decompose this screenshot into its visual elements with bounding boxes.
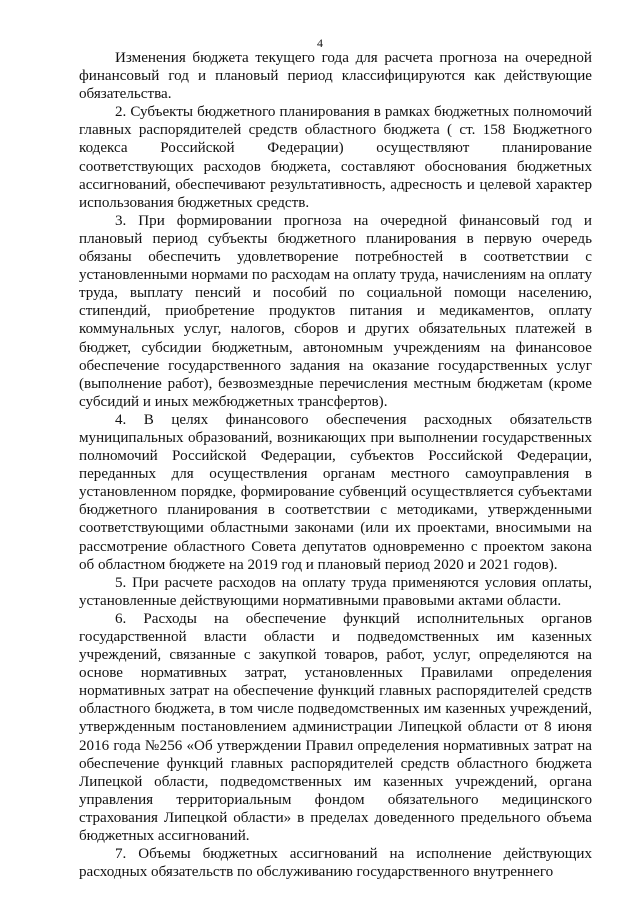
- paragraph-7: 7. Объемы бюджетных ассигнований на исполнение действующих расходных обязательств по обслуживанию государственного внутреннего: [79, 846, 592, 881]
- paragraph-5: 5. При расчете расходов на оплату труда применяются условия оплаты, установленные действующими нормативными правовыми актами области.: [79, 574, 592, 609]
- paragraph-2: 2. Субъекты бюджетного планирования в рамках бюджетных полномочий главных распорядителей средств областного бюджета ( ст. 158 Бюджетного кодекса Российской Федерации) осуществляют планирование соответствующих расходов бюджета, составляют обоснования бюджетных ассигнований, обеспечивают результативность, адресность и целевой характер использования бюджетных средств.: [79, 104, 592, 211]
- page-number: 4: [317, 36, 323, 50]
- document-body: [79, 49, 592, 881]
- paragraph-intro: Изменения бюджета текущего года для расчета прогноза на очередной финансовый год и плановый период классифицируются как действующие обязательства.: [79, 50, 592, 103]
- paragraph-3: 3. При формировании прогноза на очередной финансовый год и плановый период субъекты бюджетного планирования в первую очередь обязаны обеспечить удовлетворение потребностей в соответствии с установленными нормами по расходам на оплату труда, начислениям на оплату труда, выплату пенсий и пособий по социальной помощи населению, стипендий, приобретение продуктов питания и медикаментов, оплату коммунальных услуг, налогов, сборов и других обязательных платежей в бюджет, субсидии бюджетным, автономным учреждениям на финансовое обеспечение государственного задания на оказание государственных услуг (выполнение работ), безвозмездные перечисления местным бюджетам (кроме субсидий и иных межбюджетных трансфертов).: [79, 212, 592, 410]
- paragraph-6: 6. Расходы на обеспечение функций исполнительных органов государственной власти области и подведомственных им казенных учреждений, связанные с закупкой товаров, работ, услуг, определяются на основе нормативных затрат, установленных Правилами определения нормативных затрат на обеспечение функций главных распорядителей средств областного бюджета, в том числе подведомственных им казенных учреждений, утвержденным постановлением администрации Липецкой области от 8 июня 2016 года №256 «Об утверждении Правил определения нормативных затрат на обеспечение функций главных распорядителей средств областного бюджета Липецкой области, подведомственных им казенных учреждений, органа управления территориальным фондом обязательного медицинского страхования Липецкой области» в пределах доведенного предельного объема бюджетных ассигнований.: [79, 610, 592, 845]
- paragraph-4: 4. В целях финансового обеспечения расходных обязательств муниципальных образований, возникающих при выполнении государственных полномочий Российской Федерации, субъектов Российской Федерации, переданных для осуществления органам местного самоуправления в установленном порядке, формирование субвенций осуществляется субъектами бюджетного планирования в соответствии с методиками, утвержденными соответствующими областными законами (или их проектами, вносимыми на рассмотрение областного Совета депутатов одновременно с проектом закона об областном бюджете на 2019 год и плановый период 2020 и 2021 годов).: [79, 411, 592, 573]
